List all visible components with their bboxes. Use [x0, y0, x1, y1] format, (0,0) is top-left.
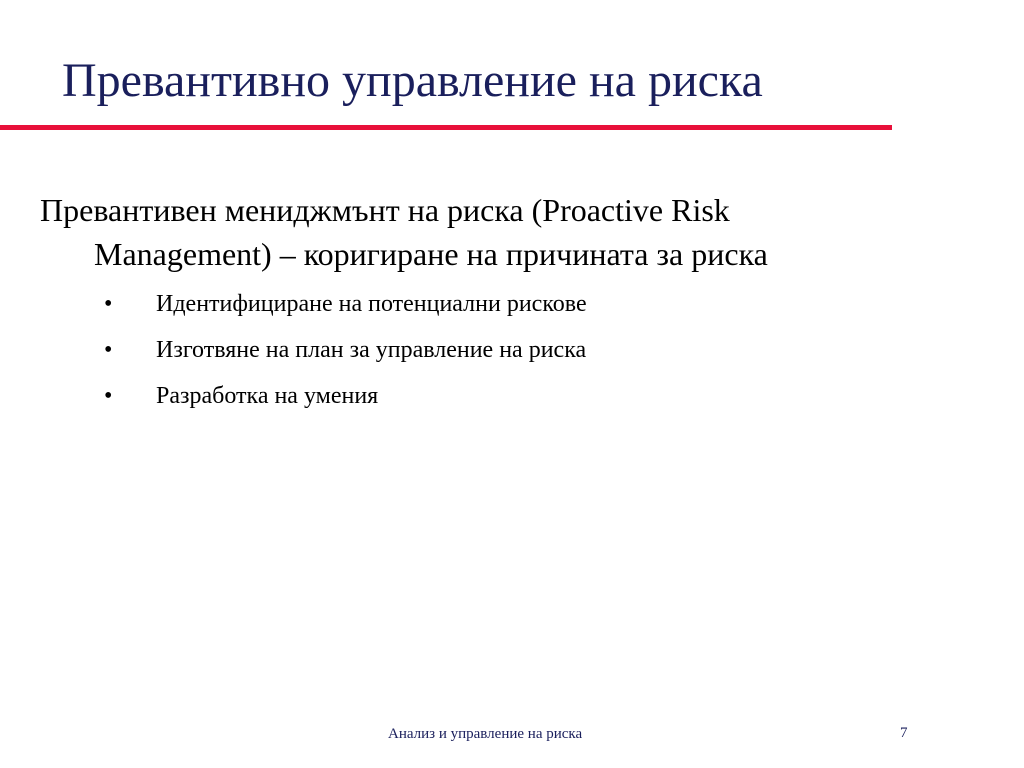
bullet-marker: •: [104, 337, 113, 363]
main-point: [40, 188, 980, 276]
bullet-text: Изготвяне на план за управление на риска: [156, 337, 587, 363]
main-point-line-2: Management) – коригиране на причината за риска: [94, 236, 768, 272]
bullet-text: Идентифициране на потенциални рискове: [156, 291, 587, 317]
footer-text: Анализ и управление на риска: [388, 726, 583, 742]
bullet-text: Разработка на умения: [156, 383, 379, 409]
slide-title: Превантивно управление на риска: [62, 54, 763, 107]
page-number: 7: [900, 725, 908, 741]
bullet-marker: •: [104, 291, 113, 317]
title-divider: [0, 125, 892, 130]
main-point-line-1: Превантивен мениджмънт на риска (Proactive Risk: [40, 192, 730, 228]
bullet-marker: •: [104, 383, 113, 409]
